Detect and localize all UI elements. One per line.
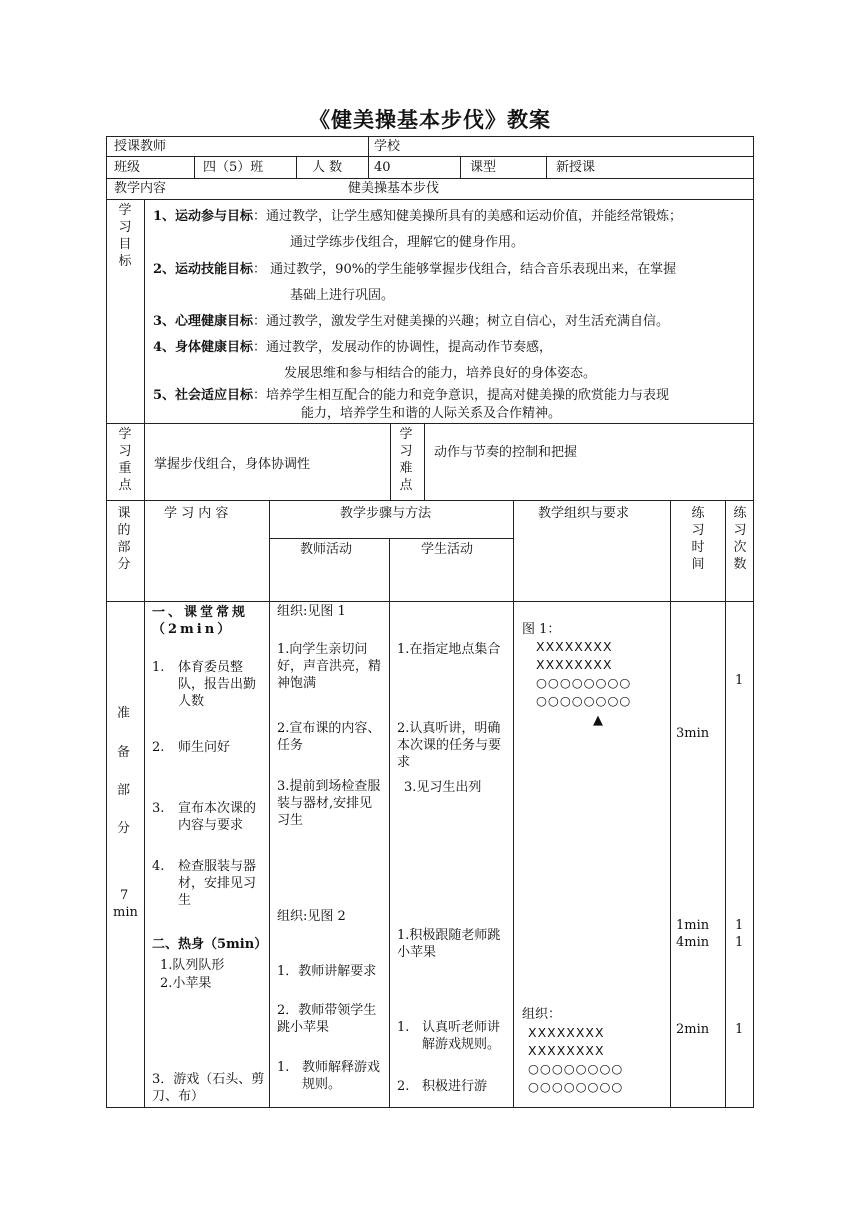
content-s1-item-2: 师生问好 [178, 740, 231, 755]
time-2: 1min [676, 918, 710, 933]
header-reps: 练 习 次 数 [733, 506, 747, 572]
content-s2-title: 二、热身（5min） [152, 937, 268, 952]
header-part: 课 的 部 分 [117, 506, 131, 572]
content-s1-item-3: 宣布本次课的内容与要求 [178, 801, 257, 833]
goal-2: 2、运动技能目标： 通过教学，90%的学生能够掌握步伐组合，结合音乐表现出来，在掌握 [153, 262, 677, 277]
student-step-4: 1.积极跟随老师跳小苹果 [397, 928, 501, 960]
content-value: 健美操基本步伐 [348, 181, 440, 196]
class-value: 四（5）班 [203, 160, 264, 175]
difficulty-label: 学 习 难 点 [399, 427, 413, 493]
teacher-position-icon: ▲ [593, 713, 603, 728]
fig2-row-1: XXXXXXXX [528, 1025, 605, 1040]
teacher-step-5: 2．教师带领学生跳小苹果 [277, 1003, 377, 1035]
student-step-6-num: 2. [397, 1079, 410, 1094]
goal-3: 3、心理健康目标：通过教学，激发学生对健美操的兴趣；树立自信心，对生活充满自信。 [153, 314, 670, 329]
goals-label: 学 习 目 标 [118, 203, 132, 269]
content-s2-item-2: 2.小苹果 [160, 976, 212, 991]
reps-2: 1 [735, 918, 744, 933]
page-title: 《健美操基本步伐》教案 [309, 107, 551, 132]
teacher-org-1: 组织:见图 1 [277, 604, 346, 619]
fig1-label: 图 1： [522, 622, 561, 637]
goal-1-cont: 通过学练步伐组合，理解它的健身作用。 [290, 235, 525, 250]
content-s1-title: 一、课堂常规（2min） [152, 605, 249, 637]
fig2-row-4: ○○○○○○○○ [528, 1079, 624, 1094]
goal-5-cont: 能力，培养学生和谐的人际关系及合作精神。 [301, 406, 562, 421]
fig2-row-3: ○○○○○○○○ [528, 1061, 624, 1076]
header-content: 学 习 内 容 [164, 506, 229, 521]
count-value: 40 [374, 160, 391, 175]
fig1-row-1: XXXXXXXX [536, 639, 613, 654]
teacher-step-2: 2.宣布课的内容、任务 [277, 721, 381, 753]
teacher-step-3: 3.提前到场检查服装与器材,安排见习生 [277, 779, 381, 828]
difficulty-value: 动作与节奏的控制和把握 [434, 445, 578, 460]
teacher-step-6-num: 1. [277, 1060, 290, 1075]
count-label: 人 数 [312, 160, 343, 175]
school-label: 学校 [374, 139, 401, 154]
student-step-5-num: 1. [397, 1020, 410, 1035]
teacher-label: 授课教师 [114, 139, 167, 154]
teacher-step-1: 1.向学生亲切问好，声音洪亮，精神饱满 [277, 642, 382, 691]
section-name-1: 准 [117, 706, 131, 721]
goal-4-cont: 发展思维和参与相结合的能力，培养良好的身体姿态。 [284, 366, 597, 381]
student-step-1: 1.在指定地点集合 [397, 642, 501, 657]
header-student: 学生活动 [421, 542, 474, 557]
reps-4: 1 [735, 1022, 744, 1037]
fig1-row-4: ○○○○○○○○ [536, 693, 632, 708]
goal-4: 4、身体健康目标：通过教学，发展动作的协调性，提高动作节奏感， [153, 340, 553, 355]
reps-1: 1 [735, 673, 744, 688]
reps-3: 1 [735, 935, 744, 950]
fig1-row-3: ○○○○○○○○ [536, 675, 632, 690]
student-step-2: 2.认真听讲，明确本次课的任务与要求 [397, 721, 502, 770]
time-3: 4min [676, 935, 710, 950]
content-s1-item-1: 体育委员整队，报告出勤人数 [178, 660, 257, 709]
student-step-3: 3.见习生出列 [404, 780, 482, 795]
teacher-org-2: 组织:见图 2 [277, 909, 346, 924]
goal-1: 1、运动参与目标：通过教学，让学生感知健美操所具有的美感和运动价值，并能经常锻炼； [153, 209, 683, 224]
section-name-4: 分 [117, 821, 131, 836]
header-time: 练 习 时 间 [691, 506, 705, 572]
goal-2-cont: 基础上进行巩固。 [290, 288, 395, 303]
section-name-3: 部 [117, 783, 131, 798]
content-s1-item-4: 检查服装与器材，安排见习生 [178, 859, 257, 908]
goal-5: 5、社会适应目标：培养学生相互配合的能力和竞争意识，提高对健美操的欣赏能力与表现 [153, 388, 670, 403]
content-s1-num-2: 2. [152, 740, 165, 755]
student-step-6: 积极进行游 [422, 1079, 488, 1094]
lesson-plan-table [106, 136, 754, 1108]
type-label: 课型 [470, 160, 497, 175]
fig1-row-2: XXXXXXXX [536, 657, 613, 672]
key-point-value: 掌握步伐组合，身体协调性 [154, 457, 311, 472]
teacher-step-4: 1．教师讲解要求 [277, 964, 377, 979]
section-duration-num: 7 [120, 888, 129, 903]
fig2-row-2: XXXXXXXX [528, 1043, 605, 1058]
fig2-label: 组织： [522, 1007, 562, 1022]
time-1: 3min [676, 726, 710, 741]
key-point-label: 学 习 重 点 [118, 427, 132, 493]
teacher-step-6: 教师解释游戏规则。 [302, 1060, 381, 1092]
header-org: 教学组织与要求 [538, 506, 630, 521]
time-4: 2min [676, 1022, 710, 1037]
content-s1-num-3: 3. [152, 801, 165, 816]
section-duration-unit: min [113, 905, 138, 920]
type-value: 新授课 [556, 160, 596, 175]
section-name-2: 备 [117, 745, 131, 760]
content-label: 教学内容 [114, 181, 167, 196]
header-steps: 教学步骤与方法 [340, 506, 432, 521]
content-s1-num-1: 1. [152, 660, 165, 675]
content-s2-item-1: 1.队列队形 [160, 958, 225, 973]
content-s1-num-4: 4. [152, 859, 165, 874]
student-step-5: 认真听老师讲解游戏规则。 [422, 1020, 501, 1052]
class-label: 班级 [114, 160, 141, 175]
content-s2-item-3: 3．游戏（石头、剪刀、布） [152, 1072, 265, 1104]
header-teacher: 教师活动 [300, 542, 353, 557]
